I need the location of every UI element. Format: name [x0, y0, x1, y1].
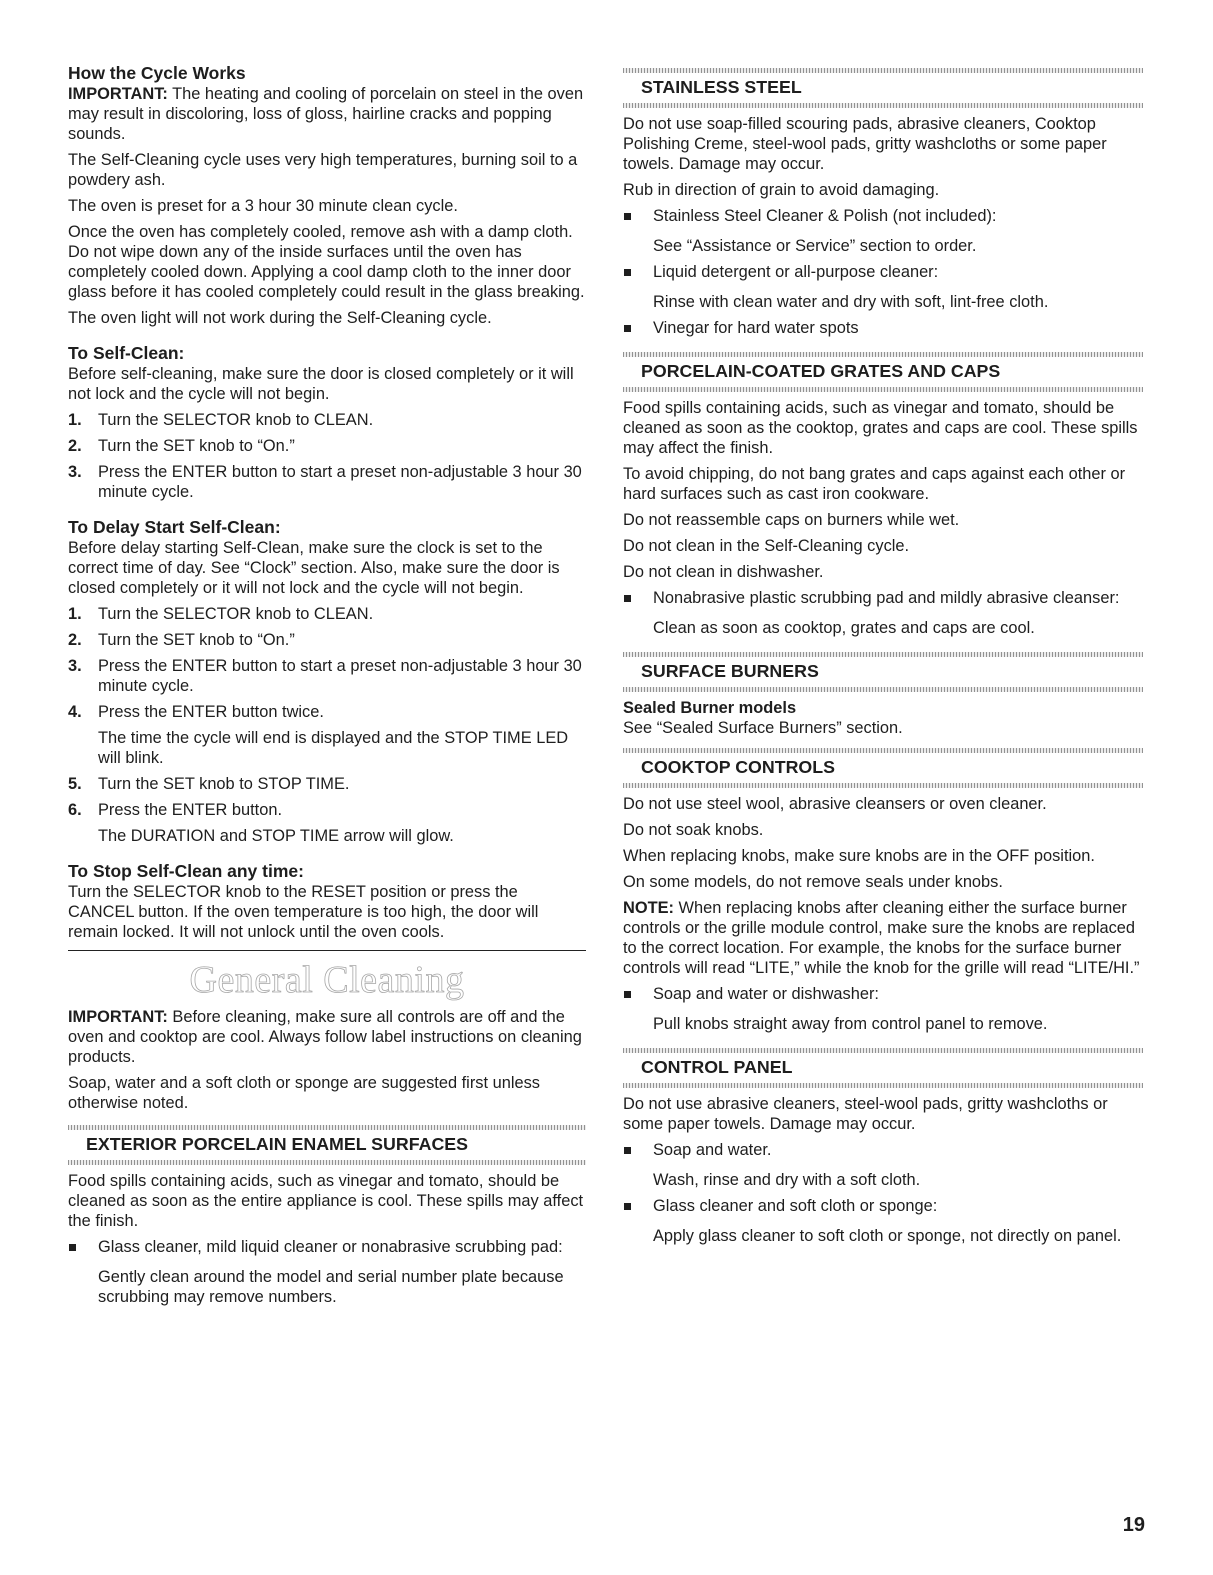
stainless-bullets [623, 206, 1143, 338]
hatch-bar [623, 1083, 1143, 1088]
bullet-note: Wash, rinse and dry with a soft cloth. [653, 1171, 921, 1189]
self-clean-steps [68, 410, 586, 502]
bullet-note: Rinse with clean water and dry with soft, lint-free cloth. [653, 293, 1049, 311]
left-column [68, 62, 586, 1313]
bullet-text: Soap and water. [653, 1141, 772, 1159]
square-bullet-icon [69, 1244, 76, 1251]
exterior-bullets [68, 1237, 586, 1307]
step-text: Turn the SELECTOR knob to CLEAN. [98, 411, 374, 429]
hatch-bar [623, 687, 1143, 692]
stop-heading: To Stop Self-Clean any time: [68, 861, 304, 881]
general-paragraph: Soap, water and a soft cloth or sponge are suggested first unless otherwise noted. [68, 1074, 540, 1112]
hatch-bar [623, 387, 1143, 392]
delay-steps [68, 604, 586, 846]
important-label: IMPORTANT: [68, 1008, 168, 1026]
burners-title: SURFACE BURNERS [641, 661, 819, 681]
step-item [68, 462, 586, 502]
burners-text: See “Sealed Surface Burners” section. [623, 719, 903, 737]
bullet-text: Glass cleaner and soft cloth or sponge: [653, 1197, 938, 1215]
controls-paragraph: Do not use steel wool, abrasive cleansers or oven cleaner. [623, 795, 1047, 813]
step-number: 3. [68, 657, 82, 675]
step-text: Press the ENTER button to start a preset non-adjustable 3 hour 30 minute cycle. [98, 657, 582, 695]
hatch-bar [623, 783, 1143, 788]
bullet-note: Gently clean around the model and serial number plate because scrubbing may remove numbers. [98, 1268, 564, 1306]
square-bullet-icon [624, 991, 631, 998]
square-bullet-icon [624, 325, 631, 332]
step-note: The time the cycle will end is displayed and the STOP TIME LED will blink. [98, 729, 569, 767]
step-item [68, 630, 586, 650]
general-important [68, 1007, 586, 1067]
self-clean-intro: Before self-cleaning, make sure the door is closed completely or it will not lock and the cycle will not begin. [68, 365, 574, 403]
controls-header [623, 748, 1143, 788]
step-item [68, 774, 586, 794]
stop-text: Turn the SELECTOR knob to the RESET position or press the CANCEL button. If the oven temperature is too high, the door will remain locked. It will not unlock until the oven cools. [68, 883, 539, 941]
hatch-bar [623, 652, 1143, 657]
step-number: 3. [68, 463, 82, 481]
right-column [623, 62, 1143, 1252]
page-number: 19 [1122, 1514, 1145, 1536]
important-text: The heating and cooling of porcelain on steel in the oven may result in discoloring, loss of gloss, hairline cracks and popping sounds. [68, 85, 584, 143]
step-item [68, 604, 586, 624]
grates-paragraph: Do not clean in the Self-Cleaning cycle. [623, 537, 910, 555]
self-clean-heading: To Self-Clean: [68, 343, 185, 363]
exterior-title: EXTERIOR PORCELAIN ENAMEL SURFACES [86, 1134, 469, 1154]
burners-subheading: Sealed Burner models [623, 699, 797, 717]
step-item [68, 702, 586, 768]
hatch-bar [623, 68, 1143, 73]
panel-header [623, 1048, 1143, 1088]
grates-paragraph: Food spills containing acids, such as vinegar and tomato, should be cleaned as soon as the cooktop, grates and caps are cool. These spills may affect the finish. [623, 399, 1138, 457]
stainless-paragraph: Rub in direction of grain to avoid damaging. [623, 181, 940, 199]
controls-note [623, 898, 1143, 978]
step-note: The DURATION and STOP TIME arrow will glow. [98, 827, 454, 845]
controls-title: COOKTOP CONTROLS [641, 757, 835, 777]
bullet-note: Apply glass cleaner to soft cloth or sponge, not directly on panel. [653, 1227, 1122, 1245]
step-number: 2. [68, 631, 82, 649]
bullet-item [623, 206, 1143, 256]
step-item [68, 800, 586, 846]
stainless-title: STAINLESS STEEL [641, 77, 802, 97]
step-text: Turn the SET knob to “On.” [98, 631, 295, 649]
step-text: Turn the SET knob to “On.” [98, 437, 295, 455]
bullet-item [623, 588, 1143, 638]
important-text: Before cleaning, make sure all controls are off and the oven and cooktop are cool. Always follow label instructions on cleaning products. [68, 1008, 582, 1066]
controls-paragraph: On some models, do not remove seals under knobs. [623, 873, 1003, 891]
bullet-text: Stainless Steel Cleaner & Polish (not included): [653, 207, 997, 225]
bullet-text: Glass cleaner, mild liquid cleaner or nonabrasive scrubbing pad: [98, 1238, 563, 1256]
grates-title: PORCELAIN-COATED GRATES AND CAPS [641, 361, 1001, 381]
controls-paragraph: Do not soak knobs. [623, 821, 764, 839]
step-item [68, 436, 586, 456]
burners-header [623, 652, 1143, 692]
cycle-paragraph: The Self-Cleaning cycle uses very high temperatures, burning soil to a powdery ash. [68, 151, 578, 189]
panel-paragraph: Do not use abrasive cleaners, steel-wool pads, gritty washcloths or some paper towels. Damage may occur. [623, 1095, 1108, 1133]
step-item [68, 410, 586, 430]
delay-intro: Before delay starting Self-Clean, make sure the clock is set to the correct time of day. See “Clock” section. Also, make sure the door is closed completely or it will not lock and the cycle will not begin. [68, 539, 560, 597]
grates-paragraph: Do not clean in dishwasher. [623, 563, 824, 581]
step-text: Turn the SET knob to STOP TIME. [98, 775, 350, 793]
bullet-text: Vinegar for hard water spots [653, 319, 859, 337]
bullet-item [623, 262, 1143, 312]
bullet-text: Soap and water or dishwasher: [653, 985, 879, 1003]
step-text: Press the ENTER button to start a preset non-adjustable 3 hour 30 minute cycle. [98, 463, 582, 501]
important-label: IMPORTANT: [68, 85, 168, 103]
hatch-bar [68, 1160, 586, 1165]
bullet-text: Nonabrasive plastic scrubbing pad and mildly abrasive cleanser: [653, 589, 1120, 607]
bullet-text: Liquid detergent or all-purpose cleaner: [653, 263, 939, 281]
step-text: Press the ENTER button. [98, 801, 283, 819]
step-number: 5. [68, 775, 82, 793]
bullet-item [623, 318, 1143, 338]
square-bullet-icon [624, 595, 631, 602]
square-bullet-icon [624, 213, 631, 220]
controls-bullets [623, 984, 1143, 1034]
step-text: Press the ENTER button twice. [98, 703, 324, 721]
bullet-item [623, 1196, 1143, 1246]
bullet-note: Clean as soon as cooktop, grates and caps are cool. [653, 619, 1035, 637]
bullet-item [623, 1140, 1143, 1190]
square-bullet-icon [624, 1203, 631, 1210]
bullet-item [68, 1237, 586, 1307]
general-cleaning-title: General Cleaning [189, 959, 465, 1001]
step-number: 4. [68, 703, 82, 721]
cycle-paragraph: The oven is preset for a 3 hour 30 minute clean cycle. [68, 197, 458, 215]
hatch-bar [623, 748, 1143, 753]
panel-title: CONTROL PANEL [641, 1057, 793, 1077]
grates-bullets [623, 588, 1143, 638]
stainless-paragraph: Do not use soap-filled scouring pads, abrasive cleaners, Cooktop Polishing Creme, steel-wool pads, gritty washcloths or some paper towels. Damage may occur. [623, 115, 1107, 173]
step-text: Turn the SELECTOR knob to CLEAN. [98, 605, 374, 623]
controls-paragraph: When replacing knobs, make sure knobs are in the OFF position. [623, 847, 1095, 865]
exterior-header [68, 1125, 586, 1165]
cycle-paragraph: The oven light will not work during the Self-Cleaning cycle. [68, 309, 492, 327]
hatch-bar [623, 103, 1143, 108]
cycle-important [68, 84, 586, 144]
section-divider [68, 950, 586, 951]
note-text: When replacing knobs after cleaning either the surface burner controls or the grille module control, make sure the knobs are replaced to the correct location. For example, the knobs for the surface burner controls will read “LITE,” while the knob for the grille will read “LITE/HI.” [623, 899, 1140, 977]
cycle-heading: How the Cycle Works [68, 63, 246, 83]
step-item [68, 656, 586, 696]
grates-header [623, 352, 1143, 392]
square-bullet-icon [624, 1147, 631, 1154]
cycle-paragraph: Once the oven has completely cooled, remove ash with a damp cloth. Do not wipe down any of the inside surfaces until the oven has completely cooled down. Applying a cool damp cloth to the inner door glass before it has cooled completely could result in the glass breaking. [68, 223, 585, 301]
bullet-note: See “Assistance or Service” section to order. [653, 237, 977, 255]
hatch-bar [623, 1048, 1143, 1053]
note-label: NOTE: [623, 899, 674, 917]
step-number: 1. [68, 411, 82, 429]
step-number: 6. [68, 801, 82, 819]
step-number: 1. [68, 605, 82, 623]
hatch-bar [68, 1125, 586, 1130]
hatch-bar [623, 352, 1143, 357]
grates-paragraph: To avoid chipping, do not bang grates and caps against each other or hard surfaces such as cast iron cookware. [623, 465, 1126, 503]
exterior-text: Food spills containing acids, such as vinegar and tomato, should be cleaned as soon as the entire appliance is cool. These spills may affect the finish. [68, 1172, 584, 1230]
bullet-item [623, 984, 1143, 1034]
delay-heading: To Delay Start Self-Clean: [68, 517, 281, 537]
step-number: 2. [68, 437, 82, 455]
square-bullet-icon [624, 269, 631, 276]
stainless-header [623, 68, 1143, 108]
panel-bullets [623, 1140, 1143, 1246]
grates-paragraph: Do not reassemble caps on burners while wet. [623, 511, 960, 529]
bullet-note: Pull knobs straight away from control panel to remove. [653, 1015, 1048, 1033]
